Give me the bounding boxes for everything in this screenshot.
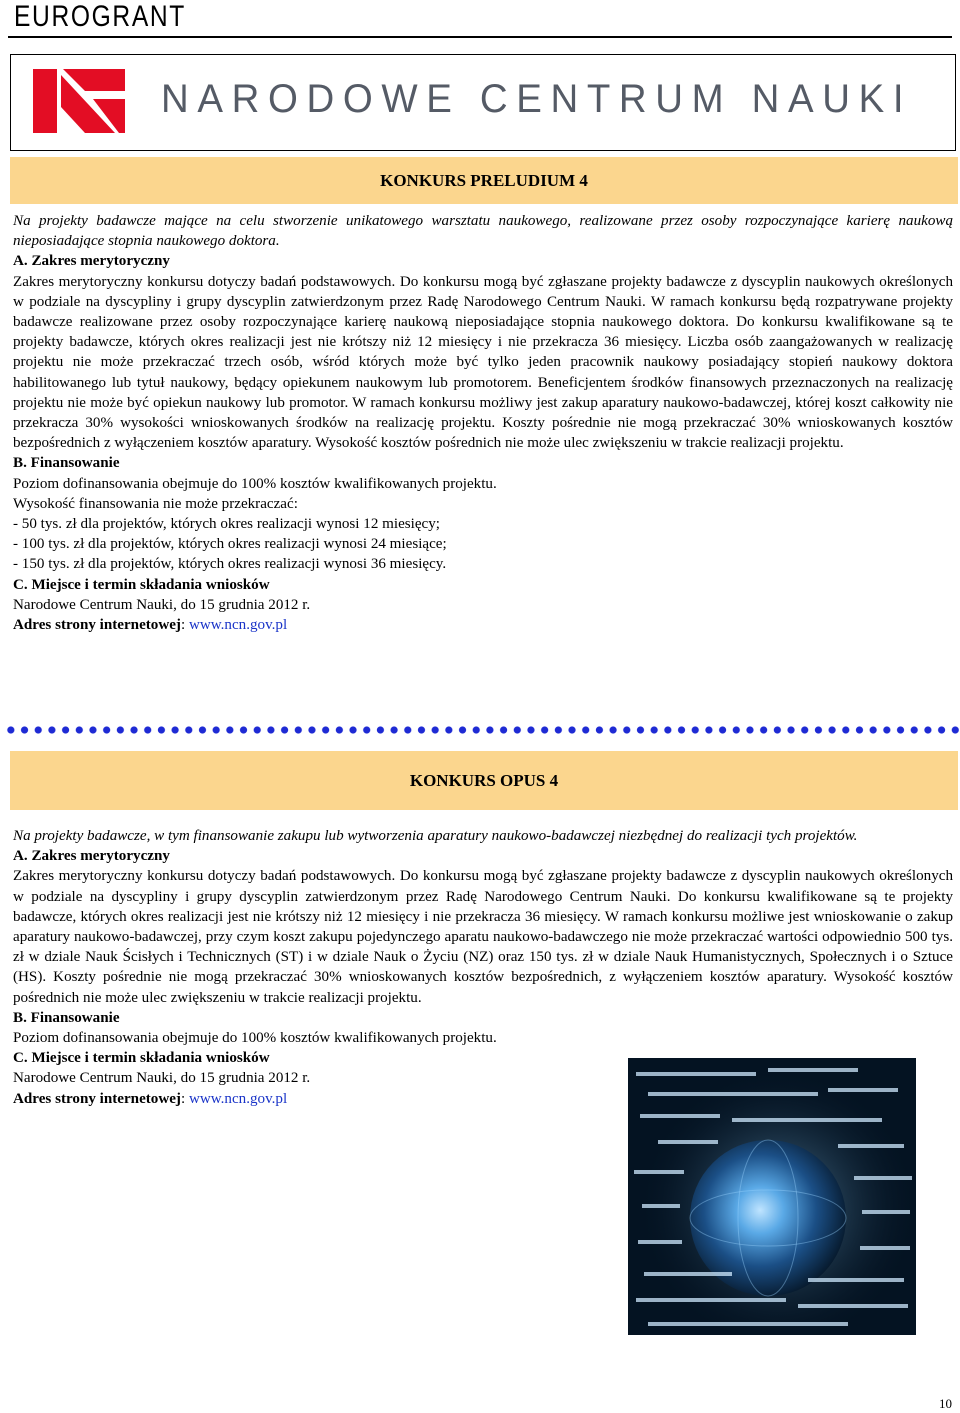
opus-title-band [10,751,958,810]
opus-web-colon: : [180,1090,189,1107]
preludium-title: KONKURS PRELUDIUM 4 [380,170,588,190]
preludium-finance-line: Poziom dofinansowania obejmuje do 100% kosztów kwalifikowanych projektu. [13,475,497,492]
header-divider [8,36,952,38]
preludium-place-heading: C. Miejsce i termin składania wniosków [13,576,270,593]
opus-place-heading: C. Miejsce i termin składania wniosków [13,1050,270,1067]
preludium-web-colon: : [180,617,189,634]
preludium-finance-line: - 50 tys. zł dla projektów, których okres realizacji wynosi 12 miesięcy; [13,516,440,533]
preludium-scope-heading: A. Zakres merytoryczny [13,253,170,270]
preludium-finance-line: - 100 tys. zł dla projektów, których okres realizacji wynosi 24 miesiące; [13,536,447,553]
page-number: 10 [939,1396,952,1411]
opus-place-text: Narodowe Centrum Nauki, do 15 grudnia 2012 r. [13,1070,311,1087]
preludium-intro: Na projekty badawcze mające na celu stworzenie unikatowego warsztatu naukowego, realizowane przez osoby rozpoczynające karierę naukową nieposiadające stopnia naukowego doktora. [13,213,953,250]
ncn-logo-banner [10,54,956,151]
opus-title: KONKURS OPUS 4 [409,770,559,790]
opus-finance-heading: B. Finansowanie [13,1009,120,1026]
opus-web-link[interactable]: www.ncn.gov.pl [188,1090,288,1107]
preludium-finance-line: - 150 tys. zł dla projektów, których okres realizacji wynosi 36 miesięcy. [13,556,447,573]
preludium-web-link[interactable]: www.ncn.gov.pl [188,617,288,634]
preludium-web-label: Adres strony internetowej [13,617,181,634]
preludium-web-line [13,615,953,635]
code-globe-photo [628,1058,916,1335]
preludium-section [13,211,953,635]
opus-scope-text: Zakres merytoryczny konkursu dotyczy badań podstawowych. Do konkursu mogą być zgłaszane projekty badawcze z dyscyplin naukowych określonych w podziale na dyscypliny i grupy dyscyplin zatwierdzonym przez Radę Narodowego Centrum Nauki. Do konkursu kwalifikowane są te projekty badawcze, których okres realizacji jest nie krótszy niż 12 miesięcy i nie przekracza 36 miesięcy. W ramach konkursu możliwe jest wnioskowanie o zakup aparatury naukowo-badawczej, przy czym koszt zakupu pojedynczego aparatu naukowo-badawczego nie może przekraczać wartości odpowiednio 500 tys. zł w dziale Nauk Ścisłych i Technicznych (ST) i w dziale Nauk o Życiu (NZ) oraz 150 tys. zł w dziale Nauk Humanistycznych, Społecznych i o Sztuce (HS). Koszty pośrednie nie mogą przekraczać 30% wnioskowanych kosztów bezpośrednich, z wyłączeniem kosztów aparatury. Wysokość kosztów pośrednich nie może ulec zwiększeniu w trakcie realizacji projektu. [13,868,953,1006]
opus-scope-heading: A. Zakres merytoryczny [13,848,170,865]
dotted-divider [4,724,959,736]
preludium-title-band [10,157,958,204]
preludium-finance-heading: B. Finansowanie [13,455,120,472]
preludium-finance-line: Wysokość finansowania nie może przekraczać: [13,495,298,512]
logo-wordmark: NARODOWE CENTRUM NAUKI [161,77,913,121]
preludium-scope-text: Zakres merytoryczny konkursu dotyczy badań podstawowych. Do konkursu mogą być zgłaszane projekty badawcze z dyscyplin naukowych określonych w podziale na dyscypliny i grupy dyscyplin zatwierdzonym przez Radę Narodowego Centrum Nauki. W ramach konkursu będą rozpatrywane projekty badawcze realizowane przez osoby rozpoczynające karierę naukową nieposiadające stopnia naukowego doktora. Do konkursu kwalifikowane są te projekty badawcze, których okres realizacji jest nie krótszy niż 12 miesięcy i nie przekracza 36 miesięcy. Liczba osób zaangażowanych w realizację projektu nie może przekraczać trzech osób, wśród których może być tylko jeden pracownik naukowy posiadający stopień naukowy doktora habilitowanego lub tytuł naukowy, będący opiekunem naukowym lub promotorem. Beneficjentem środków finansowych przeznaczonych na realizację projektu nie może być opiekun naukowy lub promotor. W ramach konkursu możliwy jest zakup aparatury naukowo-badawczej, której koszt całkowity nie przekracza 30% wysokości wnioskowanych środków na realizację projektu. Koszty pośrednie nie mogą przekraczać 30% wnioskowanych kosztów bezpośrednich z wyłączeniem kosztów aparatury. Wysokość kosztów pośrednich nie może ulec zwiększeniu w trakcie realizacji projektu. [13,273,953,452]
opus-web-label: Adres strony internetowej [13,1090,181,1107]
preludium-place-text: Narodowe Centrum Nauki, do 15 grudnia 2012 r. [13,596,311,613]
ncn-logo-icon [33,65,125,137]
publication-title: EUROGRANT [14,0,186,33]
code-globe-illustration [628,1058,916,1335]
opus-intro: Na projekty badawcze, w tym finansowanie zakupu lub wytworzenia aparatury naukowo-badawczej niezbędnej do realizacji tych projektów. [13,828,858,844]
opus-finance-line: Poziom dofinansowania obejmuje do 100% kosztów kwalifikowanych projektu. [13,1030,497,1047]
